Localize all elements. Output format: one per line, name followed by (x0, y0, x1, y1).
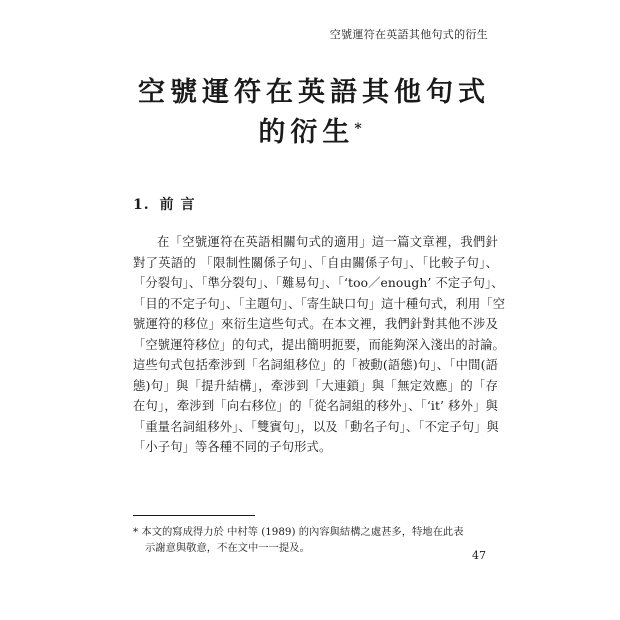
footnote-line-2: 示謝意與敬意，不在文中一一提及。 (145, 542, 310, 554)
paragraph-line: 態)句」與「提升結構」，牽涉到「大連鎖」與「無定效應」的「存 (133, 378, 498, 393)
paragraph-line: 對了英語的 「限制性關係子句」、「自由關係子句」、「比較子句」、 (133, 255, 498, 270)
paragraph-line: 這些句式包括牽涉到「名詞組移位」的「被動(語態)句」、「中間(語 (133, 358, 498, 372)
page-number: 47 (472, 549, 486, 562)
paragraph-line: 「目的不定子句」、「主題句」、「寄生缺口句」這十種句式，利用「空 (133, 296, 506, 311)
body-paragraph (133, 232, 506, 458)
footnote-line-1: * 本文的寫成得力於 中村等 (1989) 的內容與結構之處甚多，特地在此表 (133, 526, 464, 538)
paragraph-line: 「重量名詞組移外」、「雙賓句」，以及「動名子句」、「不定子句」與 (133, 419, 499, 434)
paragraph-line: 號運符的移位」來衍生這些句式。在本文裡，我們針對其他不涉及 (133, 317, 498, 331)
paragraph-line: 「小子句」等各種不同的子句形式。 (133, 440, 332, 454)
paragraph-line: 在「空號運符在英語相關句式的適用」這一篇文章裡，我們針 (157, 235, 498, 249)
paragraph-line: 在句」，牽涉到「向右移位」的「從名詞組的移外」、「‘it’ 移外」與 (133, 399, 498, 413)
title-line-2-text: 的衍生 (258, 117, 355, 148)
paragraph-line: 「分裂句」、「準分裂句」、「難易句」、「‘too／enough’ 不定子句」、 (133, 276, 504, 290)
footnote-marker: * (354, 121, 362, 137)
running-head: 空號運符在英語其他句式的衍生 (329, 28, 488, 41)
footnote-divider (133, 515, 255, 516)
chapter-title (0, 76, 620, 150)
footnote (133, 524, 493, 556)
section-heading (133, 194, 196, 214)
title-line-1: 空號運符在英語其他句式 (138, 77, 490, 108)
section-title: 前 言 (159, 197, 196, 213)
section-number: 1. (133, 197, 150, 213)
paragraph-line: 「空號運符移位」的句式，提出簡明扼要，而能夠深入淺出的討論。 (133, 337, 505, 352)
title-line-2 (0, 116, 620, 150)
